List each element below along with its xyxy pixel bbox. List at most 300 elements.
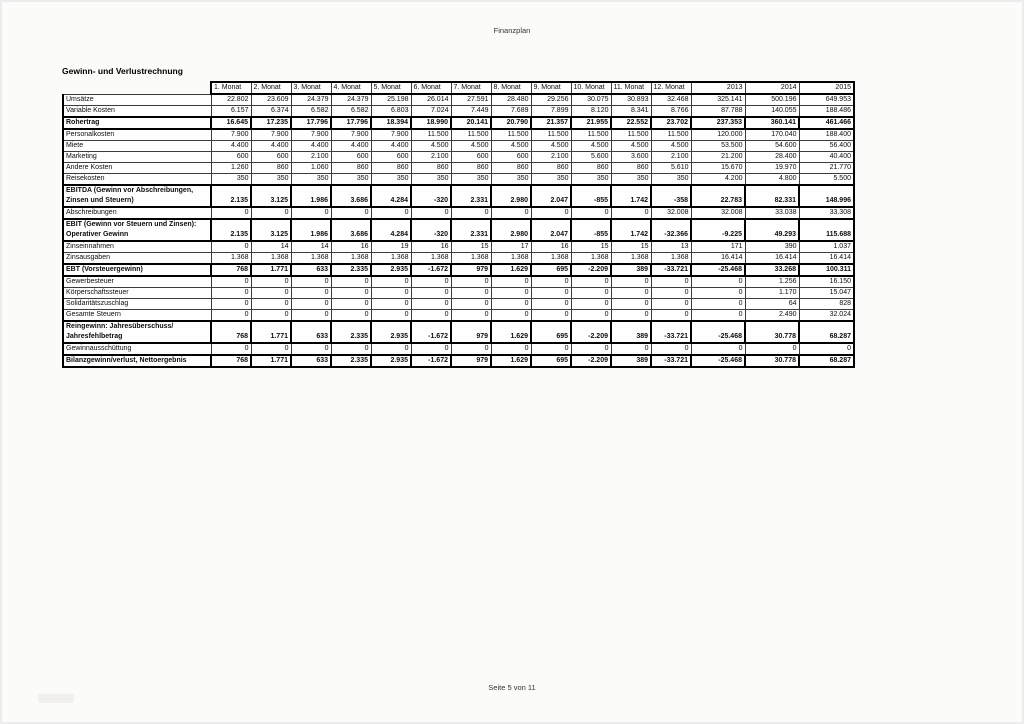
pnl-table-container	[62, 81, 855, 368]
cell-value: 0	[371, 288, 411, 299]
row-label: Personalkosten	[63, 129, 211, 141]
cell-value: 17.796	[291, 117, 331, 129]
column-header: 9. Monat	[531, 82, 571, 94]
table-row	[63, 106, 854, 118]
cell-value: 0	[251, 343, 291, 355]
cell-value: 5.500	[799, 174, 854, 186]
column-header: 1. Monat	[211, 82, 251, 94]
cell-value: 188.400	[799, 129, 854, 141]
cell-value: 68.287	[799, 355, 854, 367]
cell-value: 768	[211, 355, 251, 367]
cell-value: 0	[451, 207, 491, 219]
cell-value: 1.742	[611, 185, 651, 207]
column-header: 2. Monat	[251, 82, 291, 94]
cell-value: 11.500	[451, 129, 491, 141]
cell-value: -25.468	[691, 355, 745, 367]
cell-value: 860	[451, 163, 491, 174]
cell-value: 1.060	[291, 163, 331, 174]
cell-value: 3.600	[611, 152, 651, 163]
cell-value: 4.500	[491, 141, 531, 152]
cell-value: 2.335	[331, 355, 371, 367]
cell-value: 0	[691, 343, 745, 355]
document-header-title: Finanzplan	[493, 26, 531, 35]
cell-value: 7.024	[411, 106, 451, 118]
cell-value: 140.055	[745, 106, 799, 118]
cell-value: 20.141	[451, 117, 491, 129]
cell-value: 0	[611, 299, 651, 310]
cell-value: 0	[651, 288, 691, 299]
cell-value: 16.645	[211, 117, 251, 129]
cell-value: 350	[651, 174, 691, 186]
cell-value: 1.368	[371, 253, 411, 265]
cell-value: 16.414	[799, 253, 854, 265]
cell-value: -9.225	[691, 219, 745, 241]
cell-value: 2.980	[491, 185, 531, 207]
cell-value: 30.075	[571, 94, 611, 106]
cell-value: 389	[611, 321, 651, 343]
column-header: 5. Monat	[371, 82, 411, 94]
cell-value: -1.672	[411, 321, 451, 343]
table-row	[63, 264, 854, 276]
cell-value: 7.689	[491, 106, 531, 118]
cell-value: 7.449	[451, 106, 491, 118]
cell-value: 18.990	[411, 117, 451, 129]
row-label: Zinseinnahmen	[63, 241, 211, 253]
cell-value: 7.900	[331, 129, 371, 141]
cell-value: 3.686	[331, 219, 371, 241]
table-row	[63, 129, 854, 141]
cell-value: 6.582	[331, 106, 371, 118]
cell-value: 0	[611, 276, 651, 288]
table-row	[63, 241, 854, 253]
cell-value: 21.357	[531, 117, 571, 129]
cell-value: 0	[411, 299, 451, 310]
cell-value: 6.374	[251, 106, 291, 118]
cell-value: 0	[411, 343, 451, 355]
cell-value: 0	[451, 288, 491, 299]
cell-value: 4.400	[331, 141, 371, 152]
cell-value: 0	[211, 207, 251, 219]
cell-value: 0	[291, 299, 331, 310]
cell-value: 860	[571, 163, 611, 174]
cell-value: 350	[451, 174, 491, 186]
cell-value: 2.335	[331, 321, 371, 343]
cell-value: 170.040	[745, 129, 799, 141]
row-label: Andere Kosten	[63, 163, 211, 174]
table-row	[63, 276, 854, 288]
cell-value: 0	[451, 299, 491, 310]
cell-value: 26.014	[411, 94, 451, 106]
cell-value: 768	[211, 264, 251, 276]
column-header: 2013	[691, 82, 745, 94]
column-header: 4. Monat	[331, 82, 371, 94]
cell-value: 828	[799, 299, 854, 310]
cell-value: 0	[531, 276, 571, 288]
cell-value: 1.771	[251, 264, 291, 276]
cell-value: 4.800	[745, 174, 799, 186]
column-header: 11. Monat	[611, 82, 651, 94]
column-header: 3. Monat	[291, 82, 331, 94]
cell-value: 100.311	[799, 264, 854, 276]
cell-value: 860	[491, 163, 531, 174]
cell-value: 13	[651, 241, 691, 253]
cell-value: 2.100	[531, 152, 571, 163]
cell-value: 54.600	[745, 141, 799, 152]
cell-value: 600	[251, 152, 291, 163]
row-label: Reisekosten	[63, 174, 211, 186]
cell-value: -2.209	[571, 264, 611, 276]
watermark	[38, 694, 74, 703]
cell-value: 0	[491, 343, 531, 355]
section-title: Gewinn- und Verlustrechnung	[62, 66, 183, 76]
cell-value: 30.893	[611, 94, 651, 106]
cell-value: 33.038	[745, 207, 799, 219]
row-label: Bilanzgewinn/verlust, Nettoergebnis	[63, 355, 211, 367]
cell-value: 0	[651, 310, 691, 322]
cell-value: 2.047	[531, 219, 571, 241]
cell-value: 16	[331, 241, 371, 253]
cell-value: 1.368	[251, 253, 291, 265]
row-label: Gewerbesteuer	[63, 276, 211, 288]
cell-value: 15	[571, 241, 611, 253]
table-row	[63, 343, 854, 355]
cell-value: -33.721	[651, 264, 691, 276]
cell-value: 30.778	[745, 321, 799, 343]
row-label: Körperschaftssteuer	[63, 288, 211, 299]
cell-value: 350	[251, 174, 291, 186]
table-row	[63, 310, 854, 322]
cell-value: -855	[571, 219, 611, 241]
cell-value: 389	[611, 355, 651, 367]
cell-value: 0	[651, 276, 691, 288]
cell-value: 2.100	[291, 152, 331, 163]
cell-value: -855	[571, 185, 611, 207]
cell-value: 860	[331, 163, 371, 174]
cell-value: 1.368	[651, 253, 691, 265]
table-row	[63, 288, 854, 299]
cell-value: 979	[451, 264, 491, 276]
cell-value: 1.368	[291, 253, 331, 265]
cell-value: 0	[531, 207, 571, 219]
cell-value: 1.771	[251, 321, 291, 343]
cell-value: 0	[611, 288, 651, 299]
cell-value: 0	[491, 310, 531, 322]
cell-value: 633	[291, 264, 331, 276]
cell-value: 2.331	[451, 219, 491, 241]
cell-value: 82.331	[745, 185, 799, 207]
cell-value: 11.500	[611, 129, 651, 141]
cell-value: 3.125	[251, 219, 291, 241]
cell-value: 389	[611, 264, 651, 276]
cell-value: 0	[451, 343, 491, 355]
cell-value: 0	[411, 207, 451, 219]
cell-value: 2.980	[491, 219, 531, 241]
cell-value: 171	[691, 241, 745, 253]
cell-value: 350	[331, 174, 371, 186]
cell-value: 17.796	[331, 117, 371, 129]
cell-value: 0	[651, 299, 691, 310]
cell-value: 0	[745, 343, 799, 355]
column-header: 10. Monat	[571, 82, 611, 94]
cell-value: 3.686	[331, 185, 371, 207]
cell-value: 11.500	[571, 129, 611, 141]
cell-value: 56.400	[799, 141, 854, 152]
cell-value: 695	[531, 355, 571, 367]
cell-value: 500.196	[745, 94, 799, 106]
cell-value: 360.141	[745, 117, 799, 129]
cell-value: 1.771	[251, 355, 291, 367]
cell-value: 32.008	[651, 207, 691, 219]
table-row	[63, 117, 854, 129]
cell-value: 1.629	[491, 355, 531, 367]
cell-value: 0	[331, 276, 371, 288]
cell-value: 3.125	[251, 185, 291, 207]
row-label: EBIT (Gewinn vor Steuern und Zinsen): Operativer Gewinn	[63, 219, 211, 241]
cell-value: 19	[371, 241, 411, 253]
cell-value: 8.766	[651, 106, 691, 118]
table-row	[63, 321, 854, 343]
cell-value: 15.670	[691, 163, 745, 174]
cell-value: 1.368	[531, 253, 571, 265]
cell-value: 4.500	[571, 141, 611, 152]
cell-value: 16	[411, 241, 451, 253]
cell-value: 28.480	[491, 94, 531, 106]
column-header: 6. Monat	[411, 82, 451, 94]
cell-value: 0	[371, 207, 411, 219]
cell-value: 0	[211, 299, 251, 310]
cell-value: 0	[799, 343, 854, 355]
cell-value: 1.256	[745, 276, 799, 288]
cell-value: 33.268	[745, 264, 799, 276]
cell-value: 32.024	[799, 310, 854, 322]
cell-value: 21.200	[691, 152, 745, 163]
cell-value: 11.500	[531, 129, 571, 141]
table-row	[63, 152, 854, 163]
cell-value: 22.802	[211, 94, 251, 106]
cell-value: 0	[251, 207, 291, 219]
table-row	[63, 163, 854, 174]
cell-value: 32.008	[691, 207, 745, 219]
cell-value: -1.672	[411, 355, 451, 367]
cell-value: 1.368	[571, 253, 611, 265]
table-row	[63, 299, 854, 310]
cell-value: 600	[371, 152, 411, 163]
cell-value: -25.468	[691, 264, 745, 276]
corner-cell	[63, 82, 211, 94]
cell-value: 350	[411, 174, 451, 186]
cell-value: 15	[451, 241, 491, 253]
cell-value: 15.047	[799, 288, 854, 299]
cell-value: 28.400	[745, 152, 799, 163]
cell-value: 633	[291, 355, 331, 367]
cell-value: 4.400	[251, 141, 291, 152]
cell-value: 0	[691, 276, 745, 288]
cell-value: 0	[331, 288, 371, 299]
cell-value: 4.500	[611, 141, 651, 152]
cell-value: 7.900	[251, 129, 291, 141]
cell-value: 2.100	[411, 152, 451, 163]
cell-value: -32.366	[651, 219, 691, 241]
cell-value: 1.986	[291, 185, 331, 207]
cell-value: 21.955	[571, 117, 611, 129]
cell-value: 4.500	[451, 141, 491, 152]
cell-value: 1.629	[491, 321, 531, 343]
cell-value: 350	[371, 174, 411, 186]
row-label: Gesamte Steuern	[63, 310, 211, 322]
cell-value: 4.200	[691, 174, 745, 186]
cell-value: 4.500	[411, 141, 451, 152]
cell-value: 633	[291, 321, 331, 343]
cell-value: 0	[371, 310, 411, 322]
cell-value: 20.790	[491, 117, 531, 129]
cell-value: 24.379	[331, 94, 371, 106]
cell-value: 0	[531, 299, 571, 310]
table-row	[63, 185, 854, 207]
cell-value: 1.368	[331, 253, 371, 265]
cell-value: 53.500	[691, 141, 745, 152]
cell-value: 1.368	[211, 253, 251, 265]
cell-value: 695	[531, 264, 571, 276]
cell-value: 461.466	[799, 117, 854, 129]
cell-value: 11.500	[411, 129, 451, 141]
cell-value: 1.742	[611, 219, 651, 241]
cell-value: 0	[571, 343, 611, 355]
cell-value: 0	[211, 343, 251, 355]
column-header: 2014	[745, 82, 799, 94]
cell-value: 350	[211, 174, 251, 186]
cell-value: 33.308	[799, 207, 854, 219]
cell-value: -33.721	[651, 321, 691, 343]
cell-value: 25.198	[371, 94, 411, 106]
cell-value: 0	[651, 343, 691, 355]
cell-value: 0	[571, 207, 611, 219]
cell-value: 16.150	[799, 276, 854, 288]
column-header: 12. Monat	[651, 82, 691, 94]
cell-value: 0	[691, 288, 745, 299]
cell-value: 600	[211, 152, 251, 163]
cell-value: 0	[331, 207, 371, 219]
cell-value: 8.341	[611, 106, 651, 118]
cell-value: 0	[331, 299, 371, 310]
cell-value: 22.783	[691, 185, 745, 207]
cell-value: 5.600	[571, 152, 611, 163]
cell-value: 979	[451, 321, 491, 343]
cell-value: 600	[331, 152, 371, 163]
cell-value: -1.672	[411, 264, 451, 276]
cell-value: 0	[571, 276, 611, 288]
cell-value: 0	[331, 343, 371, 355]
cell-value: 2.935	[371, 355, 411, 367]
row-label: Gewinnausschüttung	[63, 343, 211, 355]
cell-value: -2.209	[571, 355, 611, 367]
cell-value: 7.900	[371, 129, 411, 141]
cell-value: 87.788	[691, 106, 745, 118]
row-label: Rohertrag	[63, 117, 211, 129]
cell-value: 2.135	[211, 219, 251, 241]
cell-value: 0	[371, 343, 411, 355]
column-header: 8. Monat	[491, 82, 531, 94]
table-row	[63, 141, 854, 152]
cell-value: 695	[531, 321, 571, 343]
cell-value: 15	[611, 241, 651, 253]
cell-value: -33.721	[651, 355, 691, 367]
cell-value: 1.037	[799, 241, 854, 253]
cell-value: 0	[371, 299, 411, 310]
cell-value: 600	[451, 152, 491, 163]
cell-value: 2.490	[745, 310, 799, 322]
cell-value: -320	[411, 219, 451, 241]
cell-value: 0	[411, 276, 451, 288]
cell-value: 0	[611, 207, 651, 219]
cell-value: 14	[291, 241, 331, 253]
cell-value: 6.803	[371, 106, 411, 118]
cell-value: 0	[291, 310, 331, 322]
cell-value: 860	[611, 163, 651, 174]
cell-value: 0	[451, 310, 491, 322]
cell-value: 30.778	[745, 355, 799, 367]
cell-value: 22.552	[611, 117, 651, 129]
cell-value: 0	[691, 299, 745, 310]
cell-value: 0	[571, 299, 611, 310]
cell-value: 11.500	[651, 129, 691, 141]
cell-value: 860	[411, 163, 451, 174]
cell-value: 390	[745, 241, 799, 253]
cell-value: 32.468	[651, 94, 691, 106]
cell-value: 148.996	[799, 185, 854, 207]
cell-value: 120.000	[691, 129, 745, 141]
cell-value: 17.235	[251, 117, 291, 129]
cell-value: 0	[531, 343, 571, 355]
cell-value: 0	[211, 310, 251, 322]
cell-value: 21.770	[799, 163, 854, 174]
cell-value: 325.141	[691, 94, 745, 106]
cell-value: 4.500	[651, 141, 691, 152]
cell-value: 0	[491, 288, 531, 299]
cell-value: 350	[491, 174, 531, 186]
cell-value: 4.400	[371, 141, 411, 152]
cell-value: 14	[251, 241, 291, 253]
cell-value: 0	[531, 288, 571, 299]
cell-value: 6.582	[291, 106, 331, 118]
cell-value: 2.935	[371, 321, 411, 343]
table-header-row	[63, 82, 854, 94]
cell-value: 1.368	[411, 253, 451, 265]
cell-value: 350	[611, 174, 651, 186]
cell-value: 860	[371, 163, 411, 174]
row-label: EBT (Vorsteuergewinn)	[63, 264, 211, 276]
cell-value: 2.935	[371, 264, 411, 276]
cell-value: 64	[745, 299, 799, 310]
cell-value: 0	[211, 241, 251, 253]
cell-value: 11.500	[491, 129, 531, 141]
cell-value: 0	[571, 310, 611, 322]
cell-value: 2.100	[651, 152, 691, 163]
row-label: Solidaritätszuschlag	[63, 299, 211, 310]
cell-value: 4.284	[371, 219, 411, 241]
cell-value: 600	[491, 152, 531, 163]
cell-value: 6.157	[211, 106, 251, 118]
cell-value: 237.353	[691, 117, 745, 129]
cell-value: 649.953	[799, 94, 854, 106]
cell-value: 16.414	[691, 253, 745, 265]
cell-value: 49.293	[745, 219, 799, 241]
row-label: EBITDA (Gewinn vor Abschreibungen, Zinsen und Steuern)	[63, 185, 211, 207]
cell-value: -320	[411, 185, 451, 207]
cell-value: 8.120	[571, 106, 611, 118]
cell-value: 0	[211, 276, 251, 288]
cell-value: 29.256	[531, 94, 571, 106]
cell-value: -2.209	[571, 321, 611, 343]
